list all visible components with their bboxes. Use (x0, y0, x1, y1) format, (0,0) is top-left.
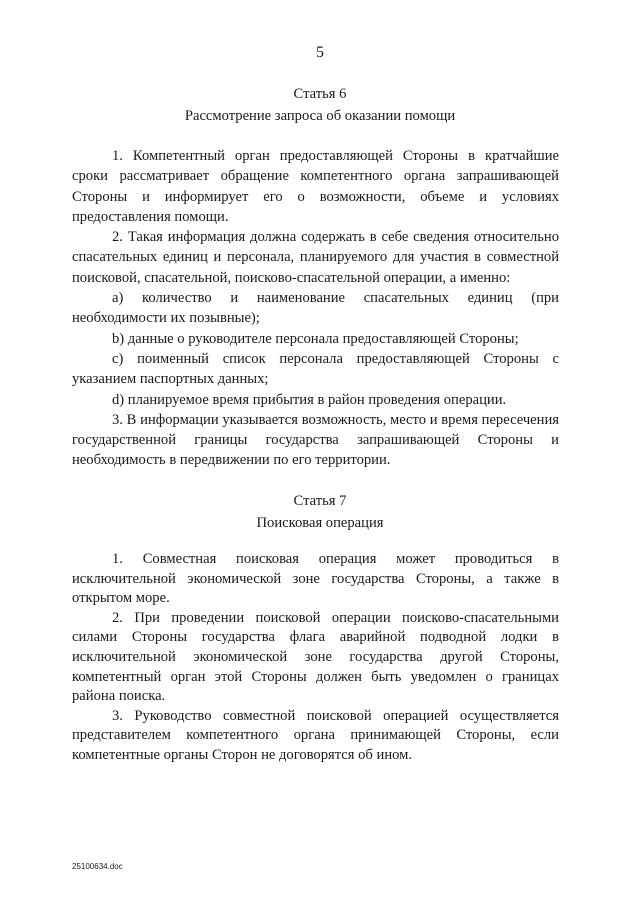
article-7-subtitle: Поисковая операция (256, 515, 384, 531)
article-6-subtitle: Рассмотрение запроса об оказании помощи (184, 108, 456, 124)
article-7-paragraph-3: 3. Руководство совместной поисковой операцией осуществляется представителем компетентного органа принимающей Стороны, если компетентные органы Сторон не договорятся об ином. (72, 707, 559, 763)
article-7-title: Статья 7 (293, 493, 347, 509)
article-7-body (72, 550, 559, 766)
article-6-title: Статья 6 (293, 86, 347, 102)
document-filename: 25100634.doc (72, 862, 123, 871)
article-6-item-c: с) поименный список персонала предоставляющей Стороны с указанием паспортных данных; (72, 350, 559, 388)
article-6-item-a: а) количество и наименование спасательных единиц (при необходимости их позывные); (72, 290, 559, 327)
article-6-paragraph-3: 3. В информации указывается возможность, место и время пересечения государственной границы государства запрашивающей Стороны и необходимость в передвижении по его территории. (72, 411, 559, 469)
article-7-paragraph-1: 1. Совместная поисковая операция может проводиться в исключительной экономической зоне государства Стороны, а также в открытом море. (72, 551, 559, 607)
article-6-paragraph-2: 2. Такая информация должна содержать в себе сведения относительно спасательных единиц и персонала, планируемого для участия в совместной поисковой, спасательной, поисково-спасательной операции, а именно: (72, 229, 559, 286)
article-7-paragraph-2: 2. При проведении поисковой операции поисково-спасательными силами Стороны государства флага аварийной подводной лодки в исключительной экономической зоне государства другой Стороны, компетентный орган этой Стороны должен быть уведомлен о границах района поиска. (72, 609, 559, 705)
article-6-paragraph-1: 1. Компетентный орган предоставляющей Стороны в кратчайшие сроки рассматривает обращение компетентного органа запрашивающей Стороны и информирует его о возможности, объеме и условиях предоставления помощи. (72, 148, 559, 225)
article-6-body (72, 146, 559, 471)
article-6-item-d: d) планируемое время прибытия в район проведения операции. (112, 391, 507, 408)
article-6-item-b: b) данные о руководителе персонала предоставляющей Стороны; (112, 330, 519, 347)
page-number: 5 (316, 44, 324, 61)
